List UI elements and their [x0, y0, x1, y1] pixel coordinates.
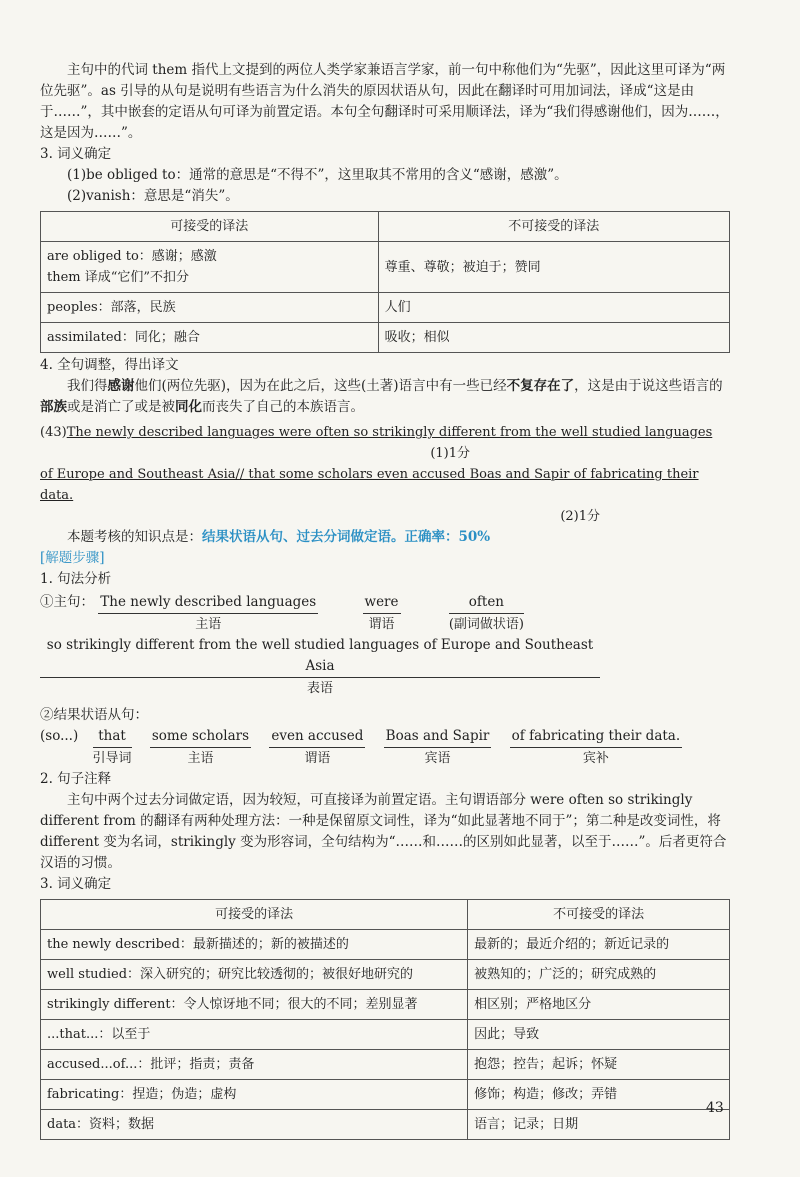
text-highlight: 结果状语从句、过去分词做定语。正确率：50%: [202, 529, 491, 545]
phrase-group: [269, 726, 365, 769]
subject-group: [98, 592, 318, 635]
word: were: [363, 592, 401, 614]
phrase-group: [93, 726, 132, 769]
cell-text: fabricating：捏造；伪造；虚构: [41, 1080, 468, 1110]
cell-text: assimilated：同化；融合: [41, 323, 379, 353]
cell-text: 抱怨；控告；起诉；怀疑: [468, 1050, 730, 1080]
text-bold: 同化: [175, 399, 202, 415]
section-title-word-meaning: 3. 词义确定: [40, 146, 112, 162]
table-row: [41, 242, 730, 293]
role-label: 宾语: [424, 751, 451, 766]
text: 我们得: [67, 378, 108, 394]
word: that: [93, 726, 132, 748]
table-row: [41, 1080, 730, 1110]
cell-text: 尊重、尊敬；被迫于；赞同: [378, 242, 729, 293]
result-clause-label: ②结果状语从句：: [40, 707, 148, 723]
main-clause-analysis: [40, 592, 730, 635]
table-row: [41, 1050, 730, 1080]
role-label: 主语: [195, 617, 222, 632]
role-label: 引导词: [92, 751, 132, 766]
word: some scholars: [150, 726, 251, 748]
knowledge-points: [40, 527, 730, 548]
role-label: (副词做状语): [448, 617, 524, 632]
cell-text: 因此；导致: [468, 1020, 730, 1050]
phrase-group: [150, 726, 251, 769]
sentence-part-2: of Europe and Southeast Asia// that some scholars even accused Boas and Sapir of fabricating their data.: [40, 467, 699, 503]
verb-group: [363, 592, 401, 635]
note-text: 主句中两个过去分词做定语，因为较短，可直接译为前置定语。主句谓语部分 were often so strikingly different from 的翻译有两种处理方法：一种是保留原文词性，译为“如此显著地不同于”；第二种是改变词性，将 different 变为名词，strikingly 变为形容词，全句结构为“……和……的区别如此显著，以至于……”。后者更符合汉语的习惯。: [40, 792, 727, 871]
cell-text: are obliged to：感谢；感激: [47, 249, 217, 264]
section-title-adjust: 4. 全句调整，得出译文: [40, 357, 179, 373]
text: ，这是由于说这些语言的: [574, 378, 723, 394]
cell-text: peoples：部落，民族: [41, 293, 379, 323]
label: ①主句：: [40, 594, 94, 610]
cell-text: data：资料；数据: [41, 1110, 468, 1140]
role-label: 宾补: [582, 751, 609, 766]
final-translation: [40, 376, 730, 418]
role-label: 谓语: [368, 617, 395, 632]
question-43-line2: [40, 464, 730, 506]
cell-text: strikingly different：令人惊讶地不同；很大的不同；差别显著: [41, 990, 468, 1020]
text: 本题考核的知识点是：: [67, 529, 202, 545]
text-bold: 感谢: [107, 378, 135, 394]
role-label: 谓语: [304, 751, 331, 766]
text: 或是消亡了或是被: [67, 399, 175, 415]
table-header-unacceptable: 不可接受的译法: [378, 212, 729, 242]
table-header-unacceptable: 不可接受的译法: [468, 900, 730, 930]
word: of fabricating their data.: [510, 726, 682, 748]
cell-text: well studied：深入研究的；研究比较透彻的；被很好地研究的: [41, 960, 468, 990]
word-item-1: (1)be obliged to：通常的意思是“不得不”，这里取其不常用的含义“感谢，感激”。: [67, 167, 568, 183]
table-row: [41, 960, 730, 990]
page-number: 43: [706, 1100, 724, 1116]
word: (so...): [40, 728, 79, 744]
cell-text: 修饰；构造；修改；弄错: [468, 1080, 730, 1110]
score-1: (1)1分: [430, 446, 470, 461]
word: so strikingly different from the well studied languages of Europe and Southeast Asia: [40, 635, 600, 678]
table-header-acceptable: 可接受的译法: [41, 900, 468, 930]
question-number: (43): [40, 425, 67, 440]
phrase-group: [510, 726, 682, 769]
syntax-title: 1. 句法分析: [40, 571, 112, 587]
role-label: 主语: [187, 751, 214, 766]
cell-text: accused...of...：批评；指责；责备: [41, 1050, 468, 1080]
adverb-group: [449, 592, 524, 635]
cell-text: 吸收；相似: [378, 323, 729, 353]
predicative-analysis: [40, 635, 600, 699]
cell-text: 人们: [378, 293, 729, 323]
text-bold: 不复存在了: [506, 378, 575, 394]
phrase-group: [384, 726, 492, 769]
text-bold: 部族: [40, 399, 67, 415]
table-row: [41, 1110, 730, 1140]
section-title-word-meaning-2: 3. 词义确定: [40, 876, 112, 892]
cell-text: ...that...：以至于: [41, 1020, 468, 1050]
cell-text: them 译成“它们”不扣分: [47, 270, 190, 285]
table-row: [41, 293, 730, 323]
table-row: [41, 990, 730, 1020]
role-label: 表语: [306, 681, 333, 696]
question-43-line1: [40, 422, 730, 443]
table-row: [41, 1020, 730, 1050]
table-row: [41, 323, 730, 353]
translation-table-1: [40, 211, 730, 353]
cell-text: 最新的；最近介绍的；新近记录的: [468, 930, 730, 960]
text: 他们(两位先驱)，因为在此之后，这些(土著)语言中有一些已经: [134, 378, 507, 394]
cell-text: 相区别；严格地区分: [468, 990, 730, 1020]
word: The newly described languages: [98, 592, 318, 614]
cell-text: 被熟知的；广泛的；研究成熟的: [468, 960, 730, 990]
table-row: [41, 930, 730, 960]
score-2: (2)1分: [560, 509, 600, 524]
sentence-part-1: The newly described languages were often so strikingly different from the well studied languages: [66, 425, 713, 440]
word: often: [449, 592, 524, 614]
table-header-acceptable: 可接受的译法: [41, 212, 379, 242]
note-title: 2. 句子注释: [40, 771, 112, 787]
paragraph-explanation: 主句中的代词 them 指代上文提到的两位人类学家兼语言学家，前一句中称他们为“先驱”，因此这里可译为“两位先驱”。as 引导的从句是说明有些语言为什么消失的原因状语从句，因此在翻译时可用加词法，译成“这是由于……”，其中嵌套的定语从句可译为前置定语。本句全句翻译时可采用顺译法，译为“我们得感谢他们，因为……，这是因为……”。: [40, 62, 729, 141]
word: Boas and Sapir: [384, 726, 492, 748]
word: even accused: [269, 726, 365, 748]
result-clause-analysis: [40, 726, 730, 769]
page-content: [40, 60, 730, 1142]
cell-text: the newly described：最新描述的；新的被描述的: [41, 930, 468, 960]
steps-title: [解题步骤]: [40, 550, 105, 566]
translation-table-2: [40, 899, 730, 1140]
cell-text: 语言；记录；日期: [468, 1110, 730, 1140]
word-item-2: (2)vanish：意思是“消失”。: [67, 188, 239, 204]
text: 而丧失了自己的本族语言。: [202, 399, 364, 415]
